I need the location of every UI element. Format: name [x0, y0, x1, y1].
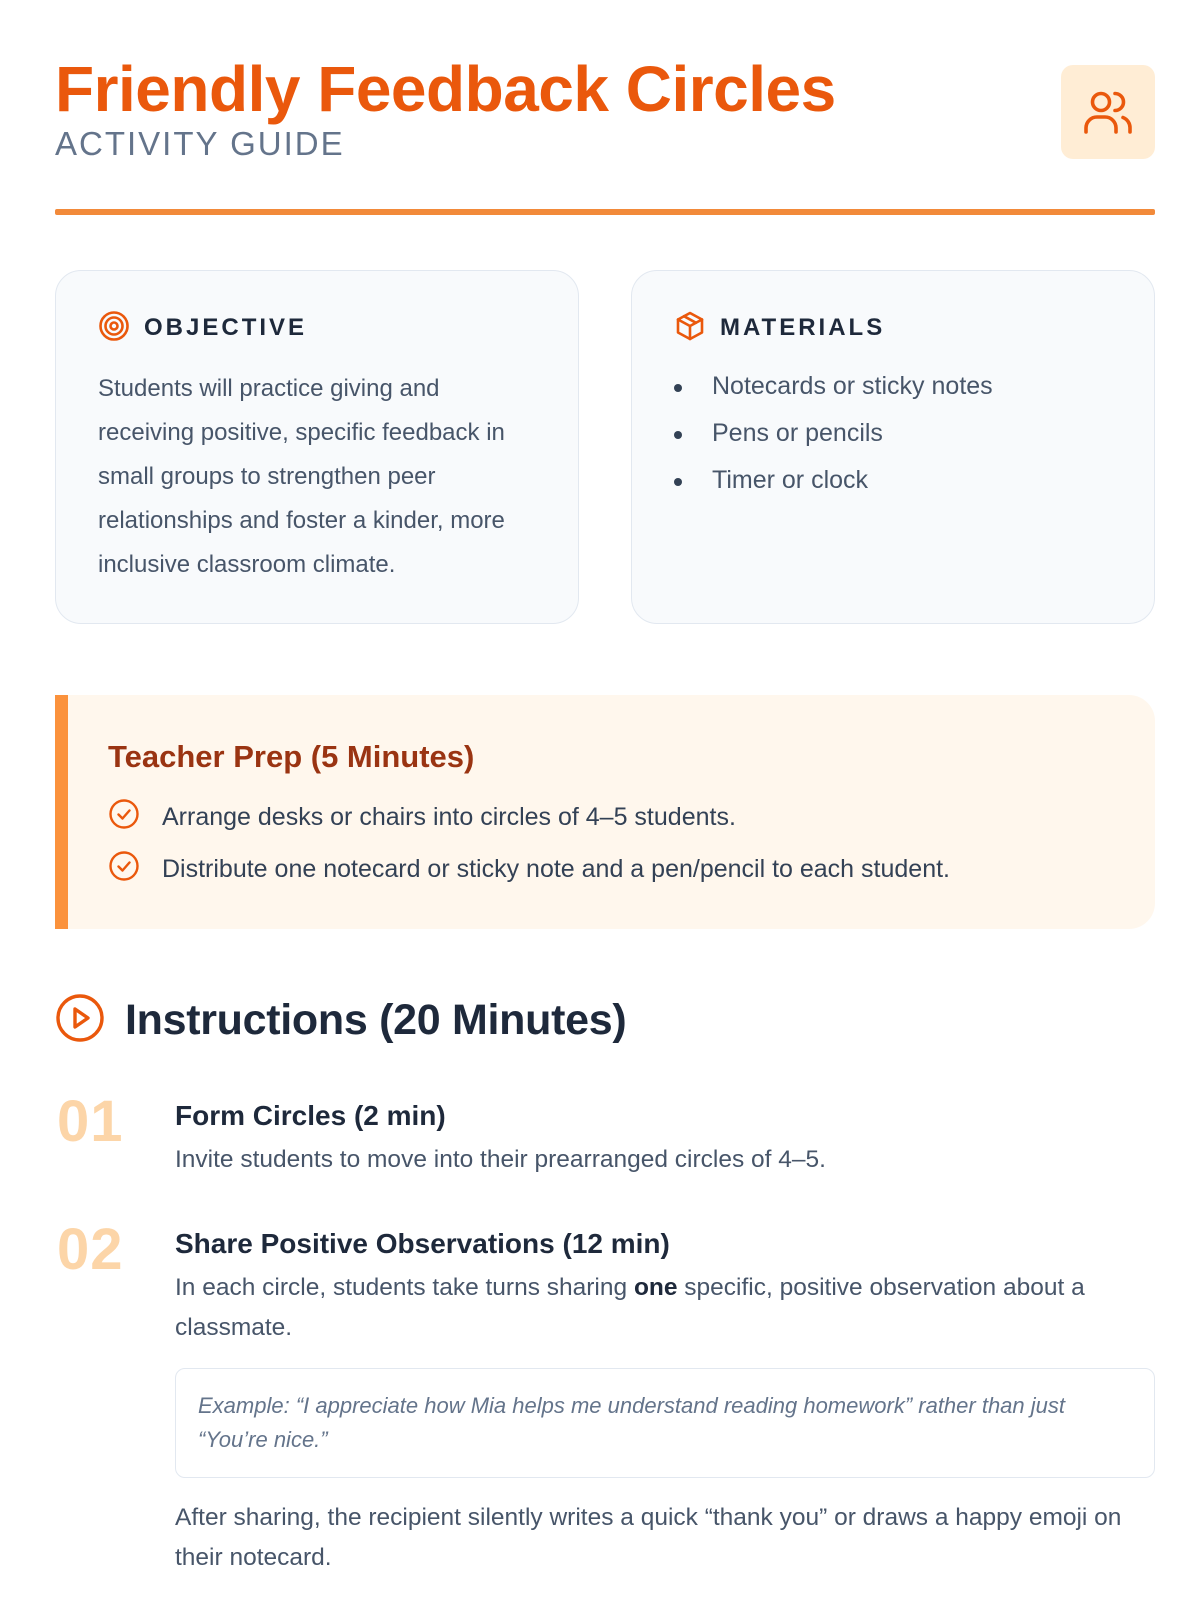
objective-text: Students will practice giving and receiving positive, specific feedback in small groups to strengthen peer relationships and foster a kinder, more inclusive classroom climate.	[98, 375, 505, 578]
box-icon	[674, 310, 706, 347]
page-title: Friendly Feedback Circles	[55, 53, 836, 125]
instructions-title: Instructions (20 Minutes)	[125, 995, 627, 1044]
step-title: Form Circles (2 min)	[175, 1100, 446, 1131]
page-header	[55, 52, 1155, 162]
header-divider	[55, 209, 1155, 215]
materials-card	[631, 270, 1155, 624]
check-circle-icon	[108, 850, 140, 889]
step-followup: After sharing, the recipient silently writes a quick “thank you” or draws a happy emoji on their notecard.	[175, 1504, 1122, 1571]
prep-item	[108, 851, 950, 887]
list-item: Pens or pencils	[674, 410, 993, 457]
objective-label: OBJECTIVE	[144, 314, 308, 341]
objective-header	[98, 313, 307, 343]
users-icon	[1061, 65, 1155, 159]
callout-accent-bar	[55, 695, 68, 929]
list-item: Notecards or sticky notes	[674, 363, 993, 410]
step-desc-part: In each circle, students take turns sharing	[175, 1274, 634, 1301]
step-number: 01	[57, 1089, 124, 1154]
prep-item-text: Distribute one notecard or sticky note and a pen/pencil to each student.	[162, 854, 950, 883]
objective-card	[55, 270, 579, 624]
prep-item-text: Arrange desks or chairs into circles of 4–5 students.	[162, 802, 736, 831]
step-description	[175, 1268, 1155, 1348]
step-title: Share Positive Observations (12 min)	[175, 1228, 670, 1259]
instructions-heading	[55, 990, 626, 1050]
play-circle-icon	[55, 993, 105, 1048]
materials-header	[674, 313, 885, 343]
example-box: Example: “I appreciate how Mia helps me understand reading homework” rather than just “You’re nice.”	[175, 1368, 1155, 1478]
target-icon	[98, 310, 130, 347]
prep-title: Teacher Prep (5 Minutes)	[108, 739, 475, 774]
step-desc-emphasis: one	[633, 1274, 678, 1301]
step-desc-part: specific, positive observation about a classmate.	[175, 1274, 1085, 1341]
check-circle-icon	[108, 798, 140, 837]
prep-item	[108, 799, 736, 835]
materials-list	[674, 363, 993, 504]
step-number: 02	[57, 1217, 124, 1282]
teacher-prep-callout	[55, 695, 1155, 929]
list-item: Timer or clock	[674, 457, 993, 504]
step-description: Invite students to move into their prearranged circles of 4–5.	[175, 1146, 826, 1173]
page-subtitle: ACTIVITY GUIDE	[55, 125, 345, 162]
materials-label: MATERIALS	[720, 314, 886, 341]
